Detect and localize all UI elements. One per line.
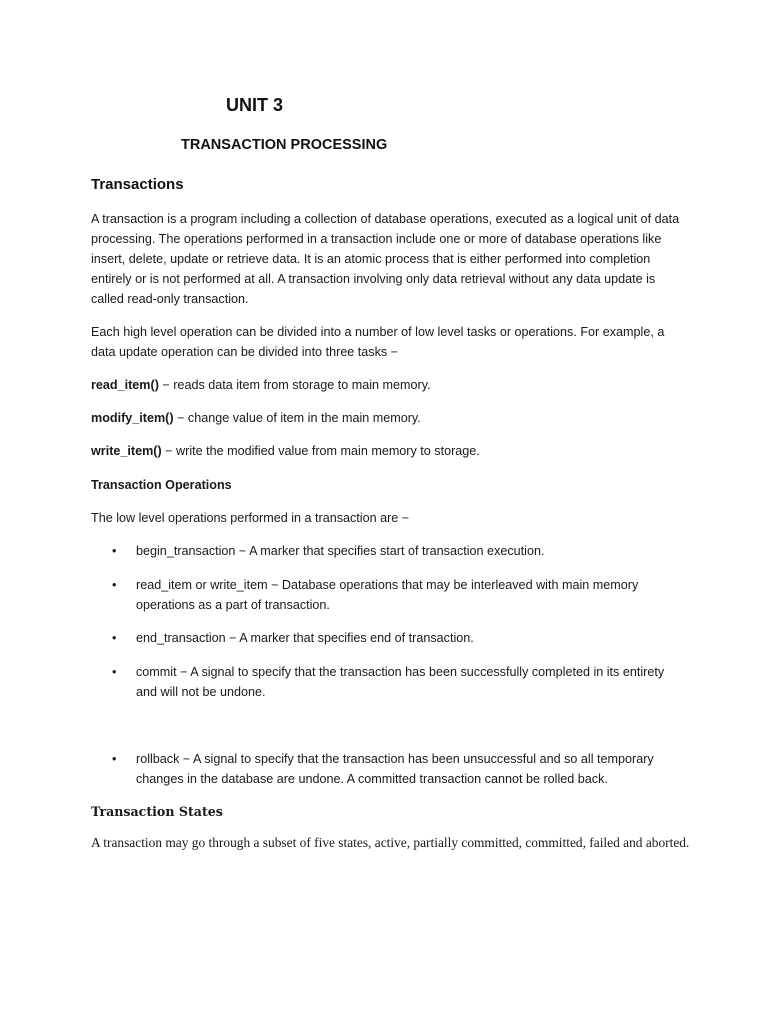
list-item	[112, 575, 682, 615]
operation-description: − write the modified value from main memory to storage.	[161, 444, 480, 458]
bullet-icon: •	[112, 578, 117, 592]
section-heading-transactions: Transactions	[91, 176, 184, 193]
bullet-icon: •	[112, 752, 117, 766]
operation-description: − reads data item from storage to main memory.	[158, 378, 431, 392]
operation-name: write_item()	[91, 444, 162, 458]
operation-name: modify_item()	[91, 411, 174, 425]
paragraph-low-level-tasks: Each high level operation can be divided into a number of low level tasks or operations. For example, a data update operation can be divided into three tasks −	[91, 325, 665, 359]
bullet-icon: •	[112, 665, 117, 679]
list-item-text: commit − A signal to specify that the transaction has been successfully completed in its entirety and will not be undone.	[136, 665, 665, 699]
operation-modify-item	[91, 408, 691, 428]
paragraph-transaction-states: A transaction may go through a subset of five states, active, partially committed, committed, failed and aborted.	[91, 835, 690, 850]
operation-description: − change value of item in the main memory.	[173, 411, 421, 425]
list-item-text: end_transaction − A marker that specifies end of transaction.	[136, 631, 474, 645]
document-title: TRANSACTION PROCESSING	[181, 137, 388, 153]
unit-title: UNIT 3	[226, 95, 284, 115]
subheading-transaction-states: Transaction States	[91, 804, 223, 819]
list-item-text: rollback − A signal to specify that the transaction has been unsuccessful and so all temporary changes in the database are undone. A committed transaction cannot be rolled back.	[136, 752, 654, 786]
bullet-icon: •	[112, 631, 117, 645]
operation-name: read_item()	[91, 378, 159, 392]
list-item-text: begin_transaction − A marker that specifies start of transaction execution.	[136, 544, 545, 558]
list-item	[112, 541, 682, 561]
operations-intro: The low level operations performed in a transaction are −	[91, 511, 410, 525]
list-item-text: read_item or write_item − Database operations that may be interleaved with main memory operations as a part of transaction.	[136, 578, 639, 612]
subheading-transaction-operations: Transaction Operations	[91, 478, 232, 492]
operation-read-item	[91, 375, 691, 395]
list-item	[112, 662, 682, 702]
paragraph-transaction-definition: A transaction is a program including a collection of database operations, executed as a logical unit of data processing. The operations performed in a transaction include one or more of database operations like insert, delete, update or retrieve data. It is an atomic process that is either performed into completion entirely or is not performed at all. A transaction involving only data retrieval without any data update is called read-only transaction.	[91, 212, 680, 306]
operation-write-item	[91, 441, 691, 461]
list-item	[112, 628, 682, 648]
list-item	[112, 749, 682, 789]
bullet-icon: •	[112, 544, 117, 558]
